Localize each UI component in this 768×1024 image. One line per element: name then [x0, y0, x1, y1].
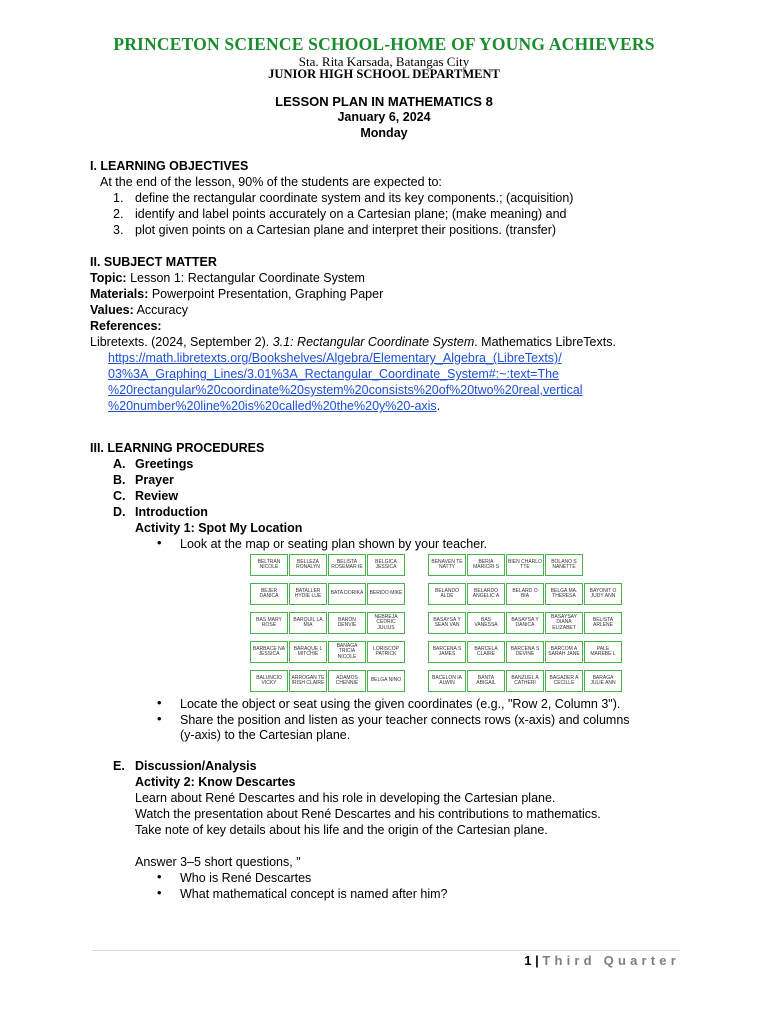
seat-cell: BARCENA S JAMES — [428, 641, 466, 663]
values-line — [90, 302, 188, 318]
seat-cell: BELGICA JESSICA — [367, 554, 405, 576]
procedure-letter: C. — [113, 489, 126, 503]
reference-suffix: . Mathematics LibreTexts. — [474, 335, 616, 349]
objectives-intro: At the end of the lesson, 90% of the students are expected to: — [100, 175, 442, 189]
seat-cell: BOLANO S NANETTE — [545, 554, 583, 576]
objective-item: plot given points on a Cartesian plane and interpret their positions. (transfer) — [135, 223, 557, 237]
reference-end: . — [436, 399, 441, 413]
seat-cell: BELARD O BIA — [506, 583, 544, 605]
seat-cell: BELGA NINO — [367, 670, 405, 692]
seat-cell: BAS VANESSA — [467, 612, 505, 634]
quarter-label: Third Quarter — [542, 953, 680, 968]
seat-cell: BARCENA S DEVINE — [506, 641, 544, 663]
school-department: JUNIOR HIGH SCHOOL DEPARTMENT — [268, 67, 500, 81]
school-name: PRINCETON SCIENCE SCHOOL-HOME OF YOUNG ACHIEVERS — [113, 34, 655, 54]
lesson-day: Monday — [360, 126, 408, 140]
values-value: Accuracy — [136, 303, 188, 317]
activity1-title: Activity 1: Spot My Location — [135, 521, 303, 535]
seat-cell: BASAYSAY DIANA ELIZABET — [545, 612, 583, 634]
seat-cell: BELANDO ALDE — [428, 583, 466, 605]
page-footer — [524, 953, 680, 968]
seat-cell: BARON DENVIE — [328, 612, 366, 634]
reference-citation — [90, 334, 616, 350]
seat-cell: BASAYSA Y DANICA — [506, 612, 544, 634]
question-item: What mathematical concept is named after him? — [180, 887, 448, 901]
seat-cell: BAS MARY ROSE — [250, 612, 288, 634]
seat-cell: BARBACE NA JESSICA — [250, 641, 288, 663]
seat-cell: BELARDO ANGELIC A — [467, 583, 505, 605]
seat-cell: BARCOM A SARAH JANE — [545, 641, 583, 663]
seat-cell: BERIDO MIKE — [367, 583, 405, 605]
references-label: References: — [90, 319, 162, 333]
seat-cell: BATALLER HYDIE LUE — [289, 583, 327, 605]
objective-number: 1. — [113, 191, 124, 205]
seat-cell: BANAGA TRICIA NICOLE — [328, 641, 366, 663]
activity2-line: Watch the presentation about René Descartes and his contributions to mathematics. — [135, 807, 601, 821]
bullet-icon: • — [157, 869, 162, 884]
reference-link[interactable]: https://math.libretexts.org/Bookshelves/Algebra/Elementary_Algebra_(LibreTexts)/ — [108, 351, 562, 365]
activity1-bullet: Look at the map or seating plan shown by your teacher. — [180, 537, 488, 551]
seat-cell: BELLEZA RONALYN — [289, 554, 327, 576]
procedure-letter: A. — [113, 457, 126, 471]
seat-cell: ADAMOS CHENNIE — [328, 670, 366, 692]
seat-cell: BELTRAN NICOLE — [250, 554, 288, 576]
procedure-prayer: Prayer — [135, 473, 174, 487]
seat-cell: BATA DORIKA — [328, 583, 366, 605]
seat-cell: BANTA ABIGAIL — [467, 670, 505, 692]
activity2-line: Learn about René Descartes and his role in developing the Cartesian plane. — [135, 791, 556, 805]
school-address: Sta. Rita Karsada, Batangas City — [298, 54, 470, 69]
topic-label: Topic: — [90, 271, 127, 285]
seat-cell: BELISTA ARLENE — [584, 612, 622, 634]
answer-intro: Answer 3–5 short questions, " — [135, 855, 301, 869]
seat-cell: BIEN CHARLO TTE — [506, 554, 544, 576]
procedure-letter: B. — [113, 473, 126, 487]
reference-link[interactable]: %20rectangular%20coordinate%20system%20consists%20of%20two%20real,vertical — [108, 383, 583, 397]
discussion-title: Discussion/Analysis — [135, 759, 257, 773]
seat-cell: NEBREJA CEDRIC JULIUS — [367, 612, 405, 634]
reference-prefix: Libretexts. (2024, September 2). — [90, 335, 273, 349]
footer-rule — [92, 950, 680, 951]
seat-cell: BACELON IA ALWIN — [428, 670, 466, 692]
seat-cell: BEJER DANICA — [250, 583, 288, 605]
procedure-letter: E. — [113, 759, 125, 773]
reference-link-last — [108, 398, 440, 414]
seat-cell: ARROGAN TE IRISH CLAIRE — [289, 670, 327, 692]
procedure-review: Review — [135, 489, 179, 503]
seat-cell: PALE MAREBE L — [584, 641, 622, 663]
activity1-bullet: Locate the object or seat using the given coordinates (e.g., "Row 2, Column 3"). — [180, 697, 621, 711]
seat-cell: BAYONIT O JUDY ANN — [584, 583, 622, 605]
seat-cell: BANZUEL A CATHERI — [506, 670, 544, 692]
procedures-heading: III. LEARNING PROCEDURES — [90, 441, 265, 455]
activity1-bullet: Share the position and listen as your teacher connects rows (x-axis) and columns — [180, 713, 630, 727]
bullet-icon: • — [157, 711, 162, 726]
seat-cell: BERIA MARICRI S — [467, 554, 505, 576]
seat-cell: BELGA MA. THERESA — [545, 583, 583, 605]
objective-item: identify and label points accurately on a Cartesian plane; (make meaning) and — [135, 207, 567, 221]
materials-line — [90, 286, 383, 302]
bullet-icon: • — [157, 885, 162, 900]
topic-value: Lesson 1: Rectangular Coordinate System — [130, 271, 365, 285]
seat-cell: BENAVEN TE NATTY — [428, 554, 466, 576]
seat-cell: BARAQUE L MITCHIE — [289, 641, 327, 663]
reference-link[interactable]: %20number%20line%20is%20called%20the%20y%20-axis — [108, 399, 437, 413]
seat-cell: BARCELA CLAIRE — [467, 641, 505, 663]
seat-cell: BARAGA JULIE ANN — [584, 670, 622, 692]
seat-cell: BASAYSA Y SEAN VAN — [428, 612, 466, 634]
topic-line — [90, 270, 365, 286]
procedure-letter: D. — [113, 505, 126, 519]
footer-separator: | — [535, 953, 539, 968]
lesson-date: January 6, 2024 — [337, 110, 431, 124]
seat-cell: BALUNCIO VICKY — [250, 670, 288, 692]
bullet-icon: • — [157, 535, 162, 550]
seat-cell: BAGADER A CECILLE — [545, 670, 583, 692]
values-label: Values: — [90, 303, 134, 317]
reference-title: 3.1: Rectangular Coordinate System — [272, 335, 475, 349]
subject-heading: II. SUBJECT MATTER — [90, 255, 217, 269]
objectives-heading: I. LEARNING OBJECTIVES — [90, 159, 249, 173]
bullet-icon: • — [157, 695, 162, 710]
objective-number: 2. — [113, 207, 124, 221]
activity2-line: Take note of key details about his life and the origin of the Cartesian plane. — [135, 823, 548, 837]
seat-cell: LORISCOP PATRICK — [367, 641, 405, 663]
materials-value: Powerpoint Presentation, Graphing Paper — [151, 287, 384, 301]
reference-link[interactable]: 03%3A_Graphing_Lines/3.01%3A_Rectangular_Coordinate_System#:~:text=The — [108, 367, 559, 381]
objective-number: 3. — [113, 223, 124, 237]
activity2-title: Activity 2: Know Descartes — [135, 775, 296, 789]
procedure-introduction: Introduction — [135, 505, 208, 519]
question-item: Who is René Descartes — [180, 871, 312, 885]
seat-cell: BARQUIL LA MIA — [289, 612, 327, 634]
procedure-greetings: Greetings — [135, 457, 194, 471]
lesson-plan-title: LESSON PLAN IN MATHEMATICS 8 — [275, 94, 493, 109]
page-number: 1 — [524, 953, 532, 968]
objective-item: define the rectangular coordinate system and its key components.; (acquisition) — [135, 191, 574, 205]
seat-cell: BELISTA ROSEMAR IE — [328, 554, 366, 576]
activity1-bullet-cont: (y-axis) to the Cartesian plane. — [180, 728, 351, 742]
materials-label: Materials: — [90, 287, 149, 301]
